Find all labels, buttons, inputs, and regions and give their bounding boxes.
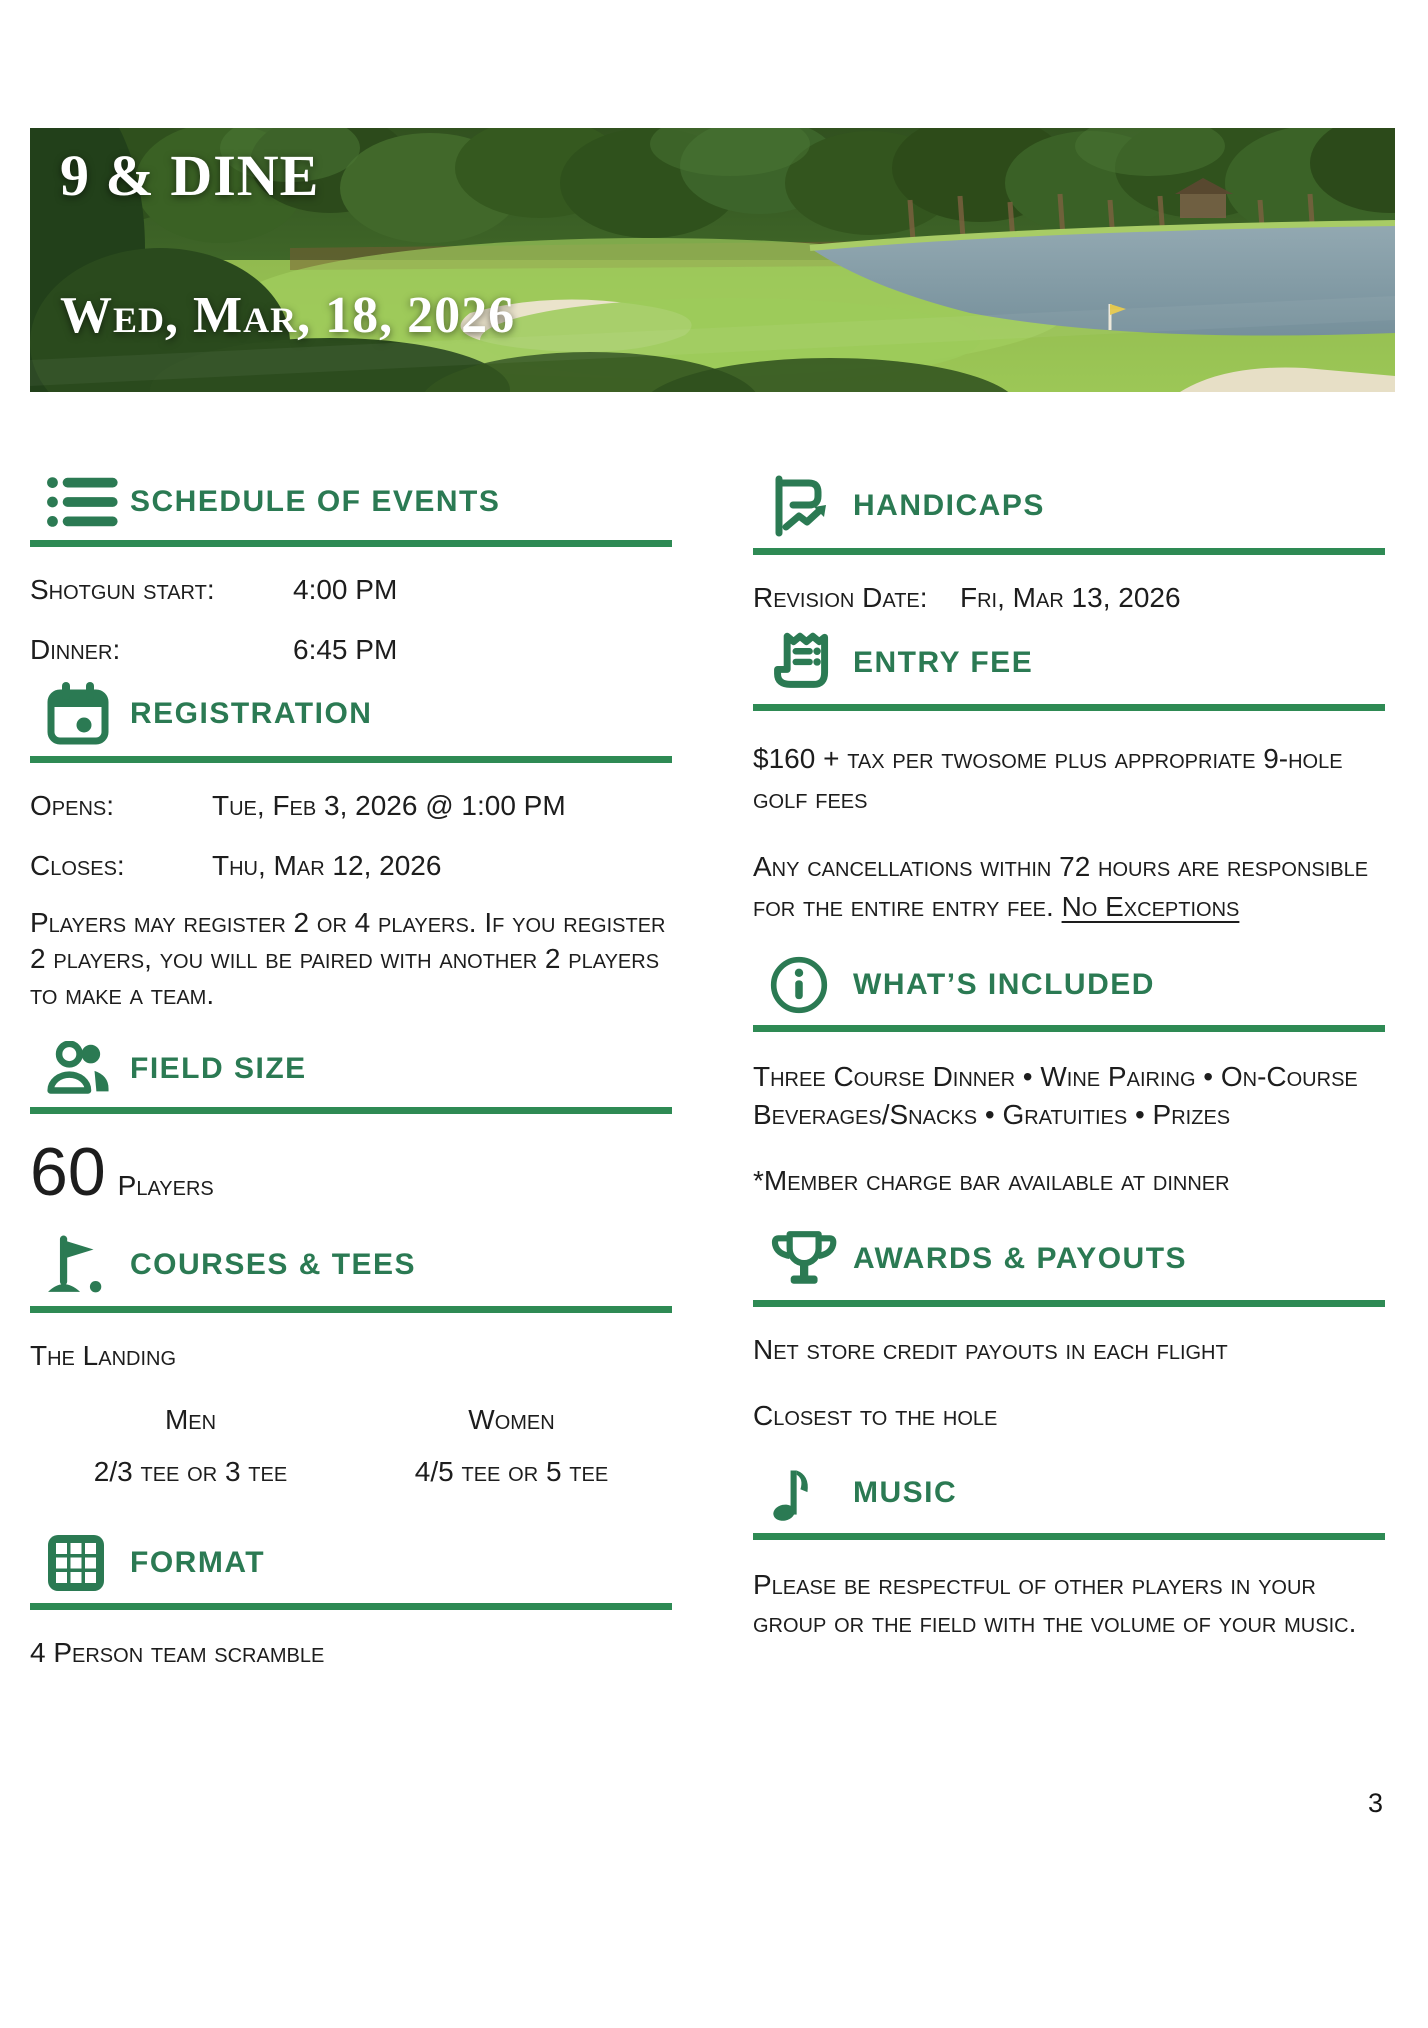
courses-section: [30, 1234, 672, 1489]
schedule-row-value: 6:45 PM: [293, 634, 398, 665]
music-note-icon: [753, 1463, 853, 1523]
event-title: 9 & DINE: [60, 143, 320, 208]
women-tees: 4/5 tee or 5 tee: [414, 1456, 609, 1487]
golf-flag-icon: [30, 1234, 130, 1296]
event-date: Wed, Mar, 18, 2026: [60, 287, 516, 344]
format-header: [30, 1533, 672, 1610]
handicaps-row-value: Fri, Mar 13, 2026: [960, 582, 1181, 613]
course-name: The Landing: [30, 1340, 177, 1371]
list-icon: [30, 474, 130, 530]
format-title: FORMAT: [130, 1546, 266, 1579]
registration-row-value: Thu, Mar 12, 2026: [212, 850, 442, 881]
awards-line: Net store credit payouts in each flight: [753, 1334, 1228, 1365]
field-size-count: [30, 1134, 672, 1210]
tee-gender-row: [30, 1403, 672, 1437]
registration-row: [30, 849, 672, 883]
registration-row: [30, 789, 672, 823]
entry-fee-section: [753, 632, 1385, 927]
member-bar-note: *Member charge bar available at dinner: [753, 1165, 1230, 1196]
cancellation-policy: [753, 847, 1385, 927]
registration-title: REGISTRATION: [130, 697, 373, 730]
right-column: [753, 392, 1385, 1700]
schedule-title: SCHEDULE OF EVENTS: [130, 485, 501, 518]
music-header: [753, 1463, 1385, 1540]
awards-title: AWARDS & PAYOUTS: [853, 1242, 1188, 1275]
entry-fee-text: $160 + tax per twosome plus appropriate 9-hole golf fees: [753, 743, 1343, 814]
info-icon: [753, 955, 853, 1015]
schedule-row-value: 4:00 PM: [293, 574, 398, 605]
awards-line: Closest to the hole: [753, 1400, 998, 1431]
schedule-row: [30, 573, 672, 607]
trophy-icon: [753, 1228, 853, 1290]
calendar-icon: [30, 682, 130, 746]
content-columns: [30, 392, 1385, 1700]
handicaps-header: [753, 474, 1385, 555]
schedule-header: [30, 474, 672, 547]
registration-row-label: Opens:: [30, 790, 115, 821]
whats-included-title: WHAT’S INCLUDED: [853, 968, 1155, 1001]
cancellation-text: Any cancellations within 72 hours are responsible for the entire entry fee.: [753, 851, 1369, 922]
whats-included-section: [753, 955, 1385, 1200]
people-icon: [30, 1041, 130, 1097]
whats-included-header: [753, 955, 1385, 1032]
handicaps-row: [753, 581, 1385, 615]
included-items: Three Course Dinner • Wine Pairing • On-Course Beverages/Snacks • Gratuities • Prizes: [753, 1061, 1358, 1130]
entry-fee-header: [753, 632, 1385, 711]
field-size-section: [30, 1041, 672, 1210]
receipt-icon: [753, 632, 853, 694]
schedule-row-label: Shotgun start:: [30, 574, 215, 605]
page-number: 3: [1367, 1788, 1383, 1818]
courses-title: COURSES & TEES: [130, 1248, 417, 1281]
men-label: Men: [164, 1404, 217, 1435]
handicaps-title: HANDICAPS: [853, 489, 1045, 522]
registration-header: [30, 682, 672, 763]
registration-note: Players may register 2 or 4 players. If you register 2 players, you will be paired with another 2 players to make a team.: [30, 907, 666, 1010]
schedule-row: [30, 633, 672, 667]
player-count: 60: [30, 1134, 106, 1210]
men-tees: 2/3 tee or 3 tee: [93, 1456, 288, 1487]
registration-row-value: Tue, Feb 3, 2026 @ 1:00 PM: [212, 790, 566, 821]
courses-header: [30, 1234, 672, 1313]
handicaps-row-label: Revision Date:: [753, 582, 928, 613]
no-exceptions-text: No Exceptions: [1061, 891, 1240, 922]
music-section: [753, 1463, 1385, 1642]
handicaps-section: [753, 474, 1385, 615]
entry-fee-title: ENTRY FEE: [853, 646, 1034, 679]
format-text: 4 Person team scramble: [30, 1637, 325, 1668]
registration-section: [30, 682, 672, 1013]
schedule-section: [30, 474, 672, 667]
registration-row-label: Closes:: [30, 850, 125, 881]
tee-detail-row: [30, 1455, 672, 1489]
field-size-header: [30, 1041, 672, 1114]
flag-chart-icon: [753, 474, 853, 538]
hero-image: [30, 128, 1395, 392]
awards-section: [753, 1228, 1385, 1435]
left-column: [30, 392, 672, 1700]
format-section: [30, 1533, 672, 1672]
schedule-row-label: Dinner:: [30, 634, 121, 665]
music-text: Please be respectful of other players in your group or the field with the volume of your music.: [753, 1569, 1357, 1638]
women-label: Women: [468, 1404, 555, 1435]
player-count-unit: Players: [117, 1170, 214, 1201]
music-title: MUSIC: [853, 1476, 958, 1509]
grid-icon: [30, 1533, 130, 1593]
awards-header: [753, 1228, 1385, 1307]
field-size-title: FIELD SIZE: [130, 1052, 307, 1085]
